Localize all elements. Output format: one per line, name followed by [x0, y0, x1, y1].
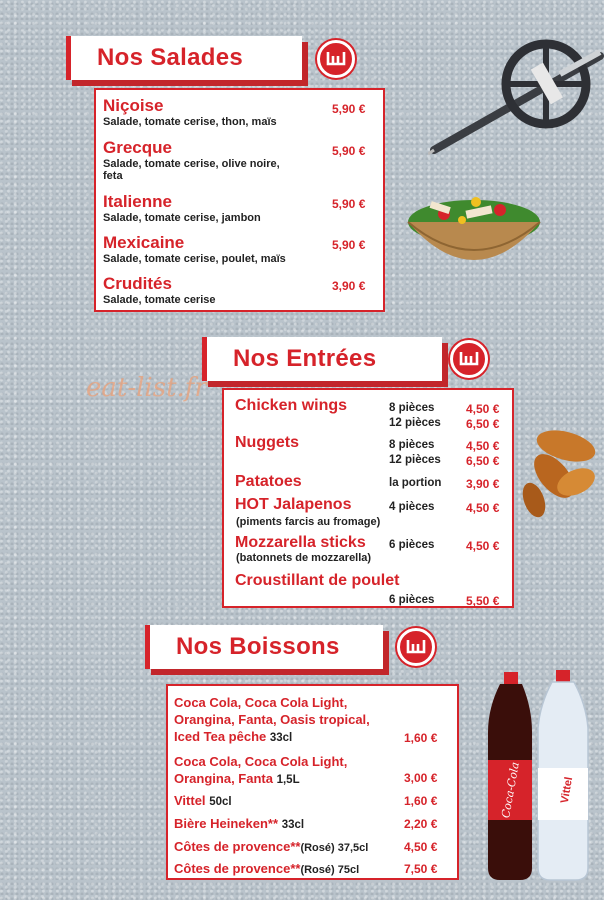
salade-item — [103, 96, 277, 128]
boisson-price: 4,50 € — [404, 840, 438, 854]
salades-panel — [94, 88, 385, 312]
entree-name: Chicken wings — [235, 397, 348, 414]
coke-label: Coca-Cola — [499, 761, 522, 820]
boisson-item — [174, 753, 347, 789]
salade-price: 5,90 € — [332, 238, 366, 252]
entrees-title: Nos Entrées — [233, 345, 377, 372]
entrees-panel — [222, 388, 514, 608]
salade-item — [103, 274, 216, 306]
entree-price: 3,90 € — [466, 477, 500, 491]
boisson-line: Côtes de provence** — [174, 839, 301, 854]
boisson-price: 7,50 € — [404, 862, 438, 876]
boisson-item — [174, 793, 232, 808]
salade-price: 5,90 € — [332, 144, 366, 158]
entree-name: Nuggets — [235, 434, 299, 451]
bottles-illustration — [470, 668, 600, 884]
boisson-price: 3,00 € — [404, 771, 438, 785]
salade-name: Grecque — [103, 138, 172, 157]
boisson-line: Bière Heineken** — [174, 816, 279, 831]
salade-price: 3,90 € — [332, 279, 366, 293]
entree-price: 4,50 € — [466, 539, 500, 553]
brand-logo-icon — [450, 340, 488, 378]
salad-bowl-illustration — [404, 178, 544, 274]
entree-name: Patatoes — [235, 473, 302, 490]
entree-qty: 8 pièces — [389, 439, 435, 451]
boisson-price: 1,60 € — [404, 731, 438, 745]
brand-logo-icon — [317, 40, 355, 78]
entree-qty: 12 pièces — [389, 454, 441, 466]
boissons-panel — [166, 684, 459, 880]
boisson-line: Vittel — [174, 793, 206, 808]
salade-desc: Salade, tomate cerise, thon, maïs — [103, 116, 277, 128]
entree-name: Mozzarella sticks — [235, 534, 366, 551]
brand-logo-icon — [397, 628, 435, 666]
entree-desc: (batonnets de mozzarella) — [236, 552, 372, 564]
entree-price: 6,50 € — [466, 417, 500, 431]
entree-price: 4,50 € — [466, 501, 500, 515]
salade-item — [103, 192, 261, 224]
boisson-size: 33cl — [281, 819, 305, 831]
boisson-item — [174, 816, 304, 831]
boisson-size: (Rosé) 75cl — [300, 864, 360, 876]
salade-name: Niçoise — [103, 96, 164, 115]
salade-name: Crudités — [103, 274, 172, 293]
entree-qty: 4 pièces — [389, 501, 435, 513]
salade-desc-cont: feta — [103, 170, 123, 182]
entree-name: Croustillant de poulet — [235, 572, 400, 589]
boisson-item — [174, 861, 359, 876]
boisson-item — [174, 839, 368, 854]
boisson-price: 2,20 € — [404, 817, 438, 831]
boisson-line: Iced Tea pêche — [174, 729, 267, 744]
boissons-header — [145, 625, 383, 669]
salade-name: Italienne — [103, 192, 172, 211]
entrees-header — [202, 337, 442, 381]
ski-pole-illustration — [428, 14, 604, 174]
salades-header — [66, 36, 302, 80]
entree-price: 5,50 € — [466, 594, 500, 608]
salade-item — [103, 233, 286, 265]
boisson-size: 1,5L — [276, 774, 300, 786]
boisson-size: 33cl — [269, 732, 293, 744]
vittel-label: Vittel — [558, 775, 576, 805]
boisson-size: (Rosé) 37,5cl — [300, 842, 369, 854]
boisson-line: Coca Cola, Coca Cola Light, — [174, 754, 348, 769]
salade-desc: Salade, tomate cerise — [103, 294, 216, 306]
salade-desc: Salade, tomate cerise, poulet, maïs — [103, 253, 286, 265]
entree-price: 4,50 € — [466, 439, 500, 453]
salade-name: Mexicaine — [103, 233, 185, 252]
entree-qty: 6 pièces — [389, 539, 435, 551]
entree-price: 6,50 € — [466, 454, 500, 468]
entree-name: HOT Jalapenos — [235, 496, 352, 513]
entree-qty: 12 pièces — [389, 417, 441, 429]
boissons-title: Nos Boissons — [176, 633, 340, 660]
entree-price: 4,50 € — [466, 402, 500, 416]
entree-desc: (piments farcis au fromage) — [236, 516, 381, 528]
boisson-line: Coca Cola, Coca Cola Light, — [174, 695, 348, 710]
watermark-text: eat-list.fr — [86, 373, 207, 403]
entree-qty: 6 pièces — [389, 594, 435, 606]
boisson-line: Orangina, Fanta — [174, 771, 273, 786]
boisson-line: Côtes de provence** — [174, 861, 301, 876]
salade-item — [103, 138, 280, 182]
boisson-price: 1,60 € — [404, 794, 438, 808]
boisson-item — [174, 694, 370, 747]
salades-title: Nos Salades — [97, 44, 244, 71]
entree-qty: 8 pièces — [389, 402, 435, 414]
salade-desc: Salade, tomate cerise, jambon — [103, 212, 261, 224]
salade-price: 5,90 € — [332, 102, 366, 116]
salade-desc: Salade, tomate cerise, olive noire, — [103, 158, 280, 170]
entree-qty: la portion — [389, 477, 442, 489]
salade-price: 5,90 € — [332, 197, 366, 211]
boisson-line: Orangina, Fanta, Oasis tropical, — [174, 712, 370, 727]
chicken-wings-illustration — [514, 424, 604, 520]
boisson-size: 50cl — [209, 796, 232, 808]
